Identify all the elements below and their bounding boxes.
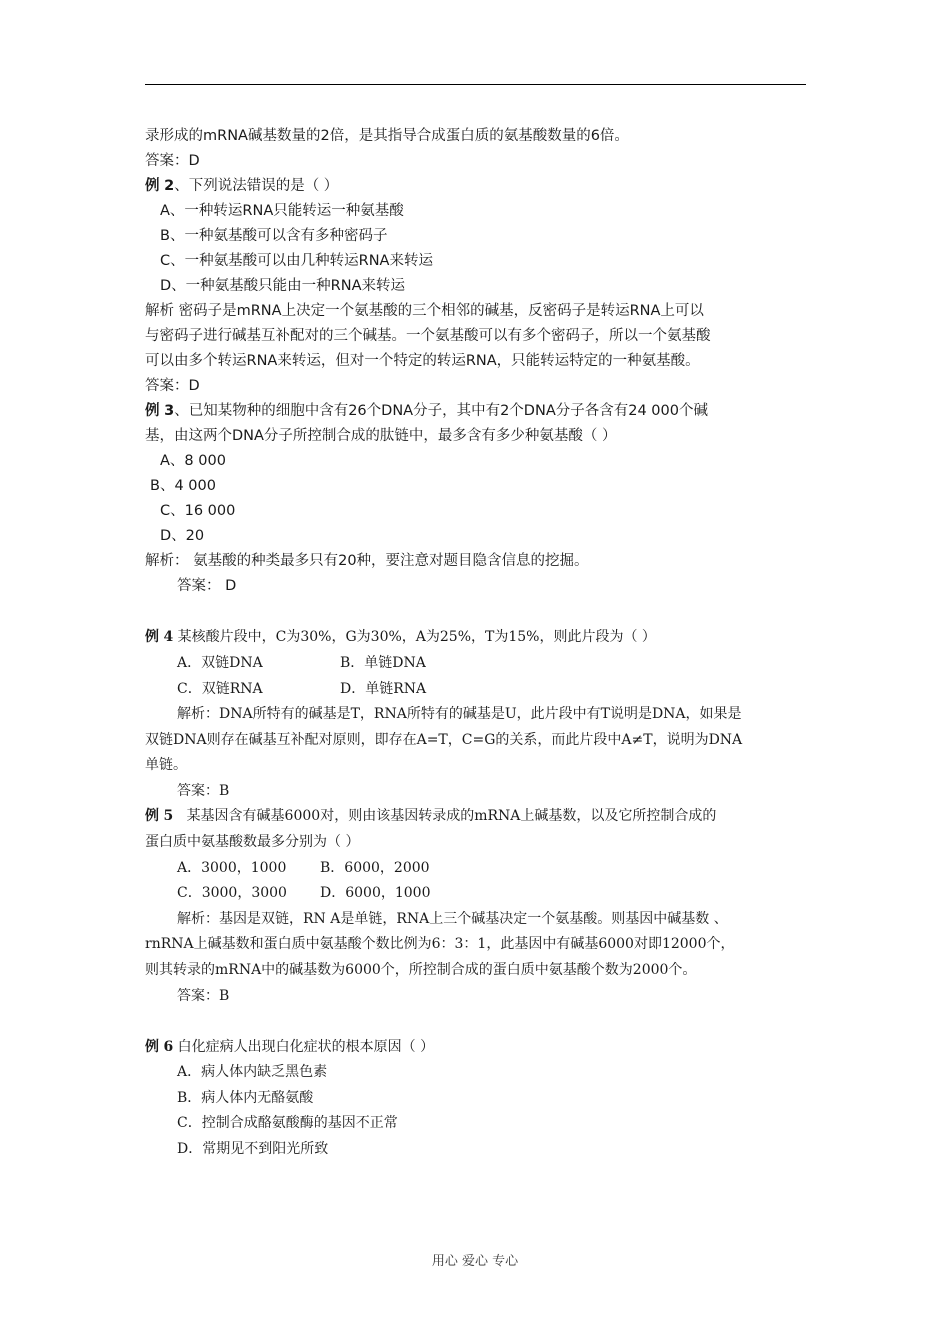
- option-b: B、一种氨基酸可以含有多种密码子: [160, 228, 388, 244]
- option-c: C．双链RNA: [177, 681, 263, 697]
- question-text: 某基因含有碱基6000对，则由该基因转录成的mRNA上碱基数，以及它所控制合成的: [186, 808, 717, 824]
- explanation-line: 解析： 氨基酸的种类最多只有20种，要注意对题目隐含信息的挖掘。: [145, 553, 589, 569]
- option-a: A．病人体内缺乏黑色素: [177, 1064, 328, 1080]
- example-5-question: [145, 807, 716, 825]
- answer: 答案： D: [177, 578, 237, 594]
- question-text: 蛋白质中氨基酸数最多分别为（ ）: [145, 834, 360, 850]
- option-c: C、16 000: [160, 503, 236, 519]
- example-number: 6: [163, 1039, 174, 1055]
- explanation-line: 单链。: [145, 757, 187, 773]
- option-d: D．6000，1000: [320, 885, 431, 901]
- answer: 答案：B: [177, 988, 230, 1004]
- option-b: B．病人体内无酪氨酸: [177, 1090, 314, 1106]
- question-text: 白化症病人出现白化症状的根本原因（ ）: [177, 1039, 435, 1055]
- explanation-line: 解析：DNA所特有的碱基是T，RNA所特有的碱基是U，此片段中有T说明是DNA，如果是: [177, 706, 742, 722]
- option-b: B．6000，2000: [320, 860, 430, 876]
- example-number: 2: [164, 178, 175, 194]
- option-d: D、20: [160, 528, 205, 544]
- example-2-question: [145, 177, 338, 195]
- explanation-line: 则其转录的mRNA中的碱基数为6000个，所控制合成的蛋白质中氨基酸个数为2000个。: [145, 962, 697, 978]
- option-a: A、8 000: [160, 453, 226, 469]
- page-footer: 用心 爱心 专心: [431, 1254, 519, 1269]
- text-line: 录形成的mRNA碱基数量的2倍，是其指导合成蛋白质的氨基酸数量的6倍。: [145, 128, 629, 144]
- explanation-line: 解析 密码子是mRNA上决定一个氨基酸的三个相邻的碱基，反密码子是转运RNA上可以: [145, 303, 704, 319]
- explanation-line: 解析：基因是双链，RN A是单链，RNA上三个碱基决定一个氨基酸。则基因中碱基数 、: [177, 911, 728, 927]
- option-b: B、4 000: [150, 478, 216, 494]
- example-4-question: [145, 628, 656, 646]
- answer: 答案：D: [145, 153, 200, 169]
- example-6-question: [145, 1038, 434, 1056]
- option-c: C、一种氨基酸可以由几种转运RNA来转运: [160, 253, 433, 269]
- example-label: 例: [145, 1039, 159, 1055]
- example-label: 例: [145, 403, 160, 419]
- option-b: B．单链DNA: [340, 655, 426, 671]
- question-text: 基，由这两个DNA分子所控制合成的肽链中，最多含有多少种氨基酸（ ）: [145, 428, 617, 444]
- example-label: 例: [145, 178, 160, 194]
- answer: 答案：D: [145, 378, 200, 394]
- example-3-question: [145, 402, 708, 420]
- example-label: 例: [145, 808, 159, 824]
- explanation-line: 双链DNA则存在碱基互补配对原则，即存在A=T，C=G的关系，而此片段中A≠T，说明为DNA: [145, 732, 743, 748]
- explanation-line: 可以由多个转运RNA来转运，但对一个特定的转运RNA，只能转运特定的一种氨基酸。: [145, 353, 700, 369]
- example-number: 3: [164, 403, 175, 419]
- option-a: A．双链DNA: [177, 655, 263, 671]
- header-rule: [145, 84, 806, 85]
- question-text: 、下列说法错误的是（ ）: [174, 178, 339, 194]
- question-text: 、已知某物种的细胞中含有26个DNA分子，其中有2个DNA分子各含有24 000个碱: [174, 403, 708, 419]
- answer: 答案：B: [177, 783, 230, 799]
- question-text: 某核酸片段中，C为30%，G为30%，A为25%，T为15%，则此片段为（ ）: [177, 629, 656, 645]
- explanation-line: 与密码子进行碱基互补配对的三个碱基。一个氨基酸可以有多个密码子，所以一个氨基酸: [145, 328, 711, 344]
- option-d: D．常期见不到阳光所致: [177, 1141, 329, 1157]
- explanation-line: rnRNA上碱基数和蛋白质中氨基酸个数比例为6：3：1，此基因中有碱基6000对即12000个，: [145, 936, 735, 952]
- option-d: D．单链RNA: [340, 681, 427, 697]
- option-d: D、一种氨基酸只能由一种RNA来转运: [160, 278, 406, 294]
- option-a: A、一种转运RNA只能转运一种氨基酸: [160, 203, 404, 219]
- option-a: A．3000，1000: [177, 860, 287, 876]
- option-c: C．控制合成酪氨酸酶的基因不正常: [177, 1115, 398, 1131]
- option-c: C．3000，3000: [177, 885, 287, 901]
- example-number: 5: [163, 808, 174, 824]
- example-number: 4: [163, 629, 174, 645]
- example-label: 例: [145, 629, 159, 645]
